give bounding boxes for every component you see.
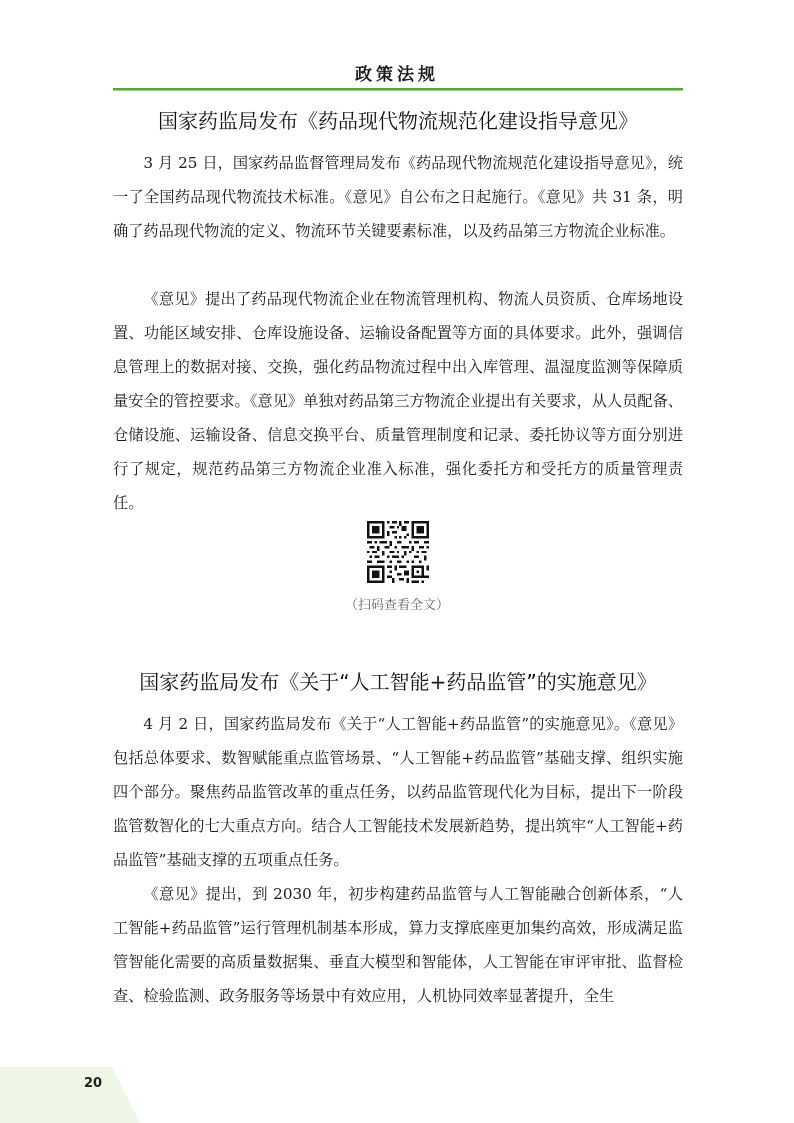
article-2-title: 国家药监局发布《关于“人工智能+药品监管”的实施意见》 bbox=[139, 670, 657, 694]
article-1-paragraph-1: 3 月 25 日，国家药品监督管理局发布《药品现代物流规范化建设指导意见》，统一了全国药品现代物流技术标准。《意见》自公布之日起施行。《意见》共 31 条，明确了药品现代物流的定义、物流环节关键要素标准，以及药品第三方物流企业标准。 bbox=[113, 154, 683, 240]
page-number: 20 bbox=[84, 1076, 103, 1091]
article-1-paragraph-2: 《意见》提出了药品现代物流企业在物流管理机构、物流人员资质、仓库场地设置、功能区域安排、仓库设施设备、运输设备配置等方面的具体要求。此外，强调信息管理上的数据对接、交换，强化药品物流过程中出入库管理、温湿度监测等保障质量安全的管控要求。《意见》单独对药品第三方物流企业提出有关要求，从人员配备、仓储设施、运输设备、信息交换平台、质量管理制度和记录、委托协议等方面分别进行了规定，规范药品第三方物流企业准入标准，强化委托方和受托方的质量管理责任。 bbox=[113, 290, 683, 512]
article-2-paragraph-2: 《意见》提出，到 2030 年，初步构建药品监管与人工智能融合创新体系，“人工智能+药品监管”运行管理机制基本形成，算力支撑底座更加集约高效，形成满足监管智能化需要的高质量数据集、垂直大模型和智能体，人工智能在审评审批、监督检查、检验监测、政务服务等场景中有效应用，人机协同效率显著提升，全生 bbox=[113, 885, 683, 1005]
qr-code[interactable] bbox=[367, 521, 429, 583]
section-title: 政策法规 bbox=[355, 65, 439, 85]
article-2-paragraph-1: 4 月 2 日，国家药监局发布《关于“人工智能+药品监管”的实施意见》。《意见》包括总体要求、数智赋能重点监管场景、“人工智能+药品监管”基础支撑、组织实施四个部分。聚焦药品监管改革的重点任务，以药品监管现代化为目标，提出下一阶段监管数智化的七大重点方向。结合人工智能技术发展新趋势，提出筑牢“人工智能+药品监管”基础支撑的五项重点任务。 bbox=[113, 715, 683, 869]
footer-tab bbox=[0, 1067, 140, 1123]
article-1-title: 国家药监局发布《药品现代物流规范化建设指导意见》 bbox=[158, 109, 638, 133]
qr-caption: （扫码查看全文） bbox=[344, 598, 449, 613]
header-rule bbox=[113, 88, 683, 91]
